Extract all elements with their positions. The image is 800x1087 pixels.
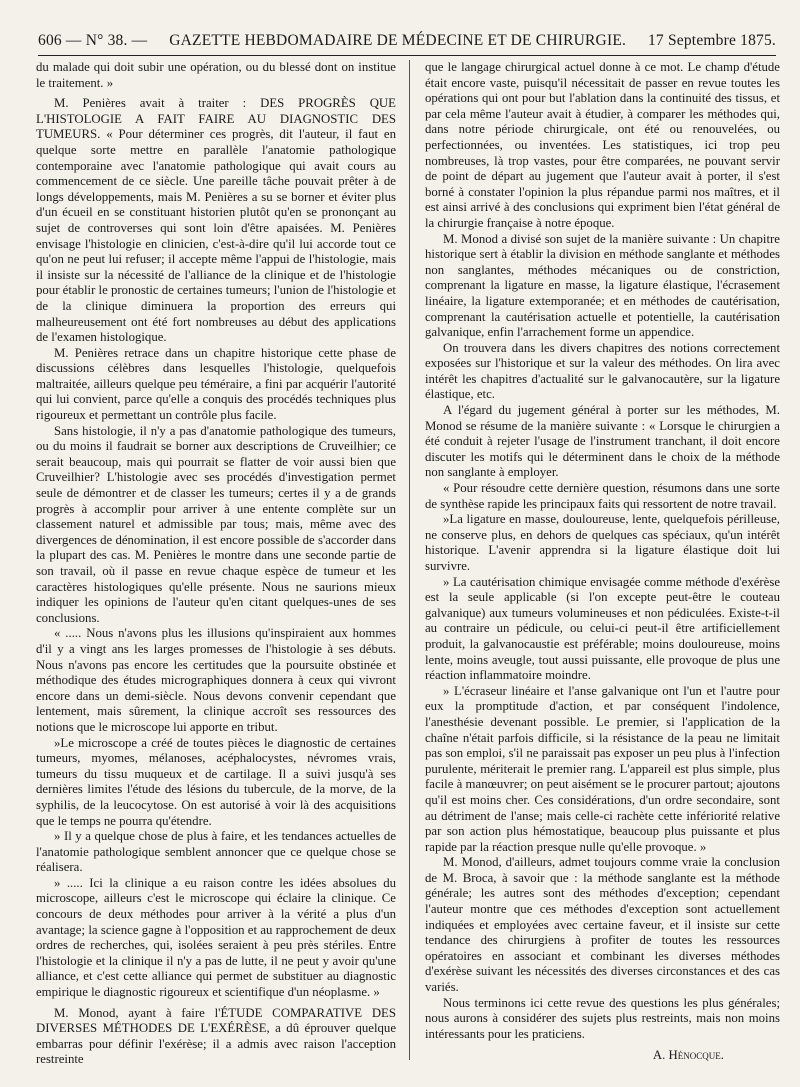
paragraph: du malade qui doit subir une opération, ou du blessé dont on institue le traitement. » — [36, 60, 396, 90]
paragraph: »La ligature en masse, douloureuse, lente, quelquefois périlleuse, ne conserve plus, en dehors de quelques cas spéciaux, qu'un intérêt historique. L'avenir apprendra si la ligature élastique doit lui survivre. — [425, 512, 780, 573]
paragraph: »Le microscope a créé de toutes pièces le diagnostic de certaines tumeurs, myomes, mélanoses, acéphalocystes, névromes vrais, tumeurs du tissu muqueux et de cartilage. Il a suivi jusqu'à ses dernières limites l'étude des lésions du tubercule, de la morve, de la syphilis, de la leucocytose. On est autorisé à voir là des acquisitions que le temps ne pourra qu'étendre. — [36, 735, 396, 828]
paragraph: « ..... Nous n'avons plus les illusions qu'inspiraient aux hommes d'il y a vingt ans les larges promesses de l'histologie à ses débuts. Nous n'avons pas encore les certitudes que la poursuite obstinée et méthodique des études micrographiques donnera à ceux qui vivront encore dans un demi-siècle. Nous devons convenir cependant que lentement, mais sûrement, la clinique accroît ses ressources des notions que le microscope lui apporte en tribut. — [36, 626, 396, 734]
paragraph: Nous terminons ici cette revue des questions les plus générales; nous aurons à considérer des sujets plus restreints, mais non moins intéressants pour les praticiens. — [425, 995, 780, 1041]
author-signature: A. Hénocque. — [652, 1048, 724, 1063]
paragraph: A l'égard du jugement général à porter sur les méthodes, M. Monod se résume de la manière suivante : « Lorsque le chirurgien a été conduit à rejeter l'usage de l'instrument tranchant, il doit encore discuter les motifs qui le déterminent dans le choix de la méthode non sanglante à employer. — [425, 403, 780, 480]
paragraph: Sans histologie, il n'y a pas d'anatomie pathologique des tumeurs, ou du moins il faudrait se borner aux descriptions de Cruveilhier; ce serait beaucoup, mais qui pourrait se flatter de voir aussi bien que Cruveilhier? L'histologie avec ses procédés d'investigation permet seule de démontrer et de classer les tumeurs; certes il y a de grands progrès à accomplir pour arriver à une entente complète sur un classement naturel et admissible par tous; mais, même avec des divergences de dénomination, il est encore possible de s'accorder dans la plupart des cas. M. Penières le montre dans une seconde partie de son travail, où il passe en revue chaque espèce de tumeur et les caractères histologiques qu'elle présente. Nous ne saurions mieux indiquer les opinions de l'auteur qu'en citant quelques-unes de ses conclusions. — [36, 423, 396, 625]
paragraph: » L'écraseur linéaire et l'anse galvanique ont l'un et l'autre pour eux la promptitude d'action, et par conséquent l'indolence, l'anesthésie devenant possible. Le premier, si l'application de la chaîne n'était parfois difficile, si la résistance de la peau ne limitait pas son emploi, s'il ne paraissait pas exposer un peu plus à l'infection purulente, mériterait le premier rang. L'appareil est plus simple, plus facile à manœuvrer; on peut aisément se le procurer partout; ajoutons qu'il est moins cher. Ces considérations, d'un ordre secondaire, sont au détriment de l'anse; mais celle-ci rachète cette infériorité relative par son action plus hémostatique, beaucoup plus puissante et plus rapide par la réaction presque nulle qu'elle provoque. » — [425, 683, 780, 854]
paragraph: M. Penières avait à traiter : DES PROGRÈS QUE L'HISTOLOGIE A FAIT FAIRE AU DIAGNOSTIC DES TUMEURS. « Pour déterminer ces progrès, dit l'auteur, il faut en quelque sorte mettre en parallèle l'anatomie pathologique contemporaine avec l'anatomie pathologique qui avait cours au commencement de ce siècle. Une pareille tâche pouvait prêter à de longs développements, mais M. Penières a su se borner et éviter plus d'un écueil en se constituant historien plutôt qu'en se prononçant au sujet de controverses qui sont loin d'être apaisées. M. Penières envisage l'histologie en clinicien, c'est-à-dire qu'il lui accorde tout ce qu'on ne peut lui refuser; il accepte même l'appui de l'histologie, mais il insiste sur la nécessité de l'alliance de la clinique et de l'histologie pour établir le pronostic de certaines tumeurs; l'union de l'histologie et de la clinique diminuera la proportion des erreurs qui malheureusement ont été fort nombreuses au début des applications de l'examen histologique. — [36, 96, 396, 345]
paragraph: M. Monod, d'ailleurs, admet toujours comme vraie la conclusion de M. Broca, à savoir que : la méthode sanglante est la méthode générale; les autres sont des méthodes d'exception; cependant l'auteur montre que ces méthodes d'exception sont actuellement indiquées et employées avec certaine faveur, et il insiste sur cette tendance des chirurgiens à profiter de toutes les ressources opératoires en associant et combinant les diverses méthodes d'exérèse suivant les nécessités des diverses circonstances et des cas variés. — [425, 855, 780, 995]
paragraph: M. Monod a divisé son sujet de la manière suivante : Un chapitre historique sert à établir la division en méthode sanglante et méthodes non sanglantes, méthodes mécaniques ou de constriction, comprenant la ligature en masse, la ligature élastique, l'écrasement linéaire, la ligature extemporanée; et en méthodes de cautérisation, comprenant la cautérisation actuelle et potentielle, la cautérisation galvanique, enfin l'arrachement forme un appendice. — [425, 231, 780, 340]
header-rule — [38, 55, 776, 56]
paragraph: « Pour résoudre cette dernière question, résumons dans une sorte de synthèse rapide les principaux faits qui ressortent de notre travail. — [425, 481, 780, 511]
paragraph: » La cautérisation chimique envisagée comme méthode d'exérèse est la seule applicable (si l'on excepte peut-être le couteau galvanique) aux tumeurs volumineuses et non pédiculées. Existe-t-il au contraire un pédicule, ou celui-ci peut-il être artificiellement produit, la galvanocaustie est préférable; moins douloureuse, moins lente, moins aveugle, tout aussi puissante, elle provoque de plus une réaction inflammatoire moindre. — [425, 574, 780, 683]
paragraph: que le langage chirurgical actuel donne à ce mot. Le champ d'étude était encore vaste, puisqu'il nécessitait de passer en revue toutes les opérations qui ont pour but l'ablation dans la continuité des tissus, et par cela même l'auteur avait à étudier, à comparer les méthodes qui, dans notre période chirurgicale, ont été ou renouvelées, ou perfectionnées, ou inventées. Les statistiques, ici trop peu nombreuses, là trop vastes, pour être comparées, ne pouvant servir de point de départ au jugement que l'auteur avait à porter, il s'est borné à constater l'opinion la plus répandue parmi nos maîtres, et il est ainsi arrivé à des conclusions qui expriment bien l'état général de la chirurgie française à notre époque. — [425, 60, 780, 230]
column-divider — [409, 60, 410, 1060]
page-number: 606 — N° 38. — — [38, 32, 148, 49]
paragraph: » ..... Ici la clinique a eu raison contre les idées absolues du microscope, ailleurs c'est le microscope qui éclaire la clinique. Ce concours de deux méthodes pour arriver à la vérité a plus d'un avantage; la science gagne à l'opposition et au rapprochement de deux ordres de recherches, qui, isolées seraient à peu près stériles. Entre l'histologie et la clinique il n'y a pas de lutte, il ne peut y avoir qu'une alliance, et c'est cette alliance qui permet de substituer au diagnostic empirique le diagnostic rigoureux et scientifique d'un néoplasme. » — [36, 875, 396, 1000]
issue-date: 17 Septembre 1875. — [647, 32, 776, 49]
paragraph: M. Penières retrace dans un chapitre historique cette phase de discussions célèbres dans lesquelles l'histologie, quelquefois maltraitée, ailleurs quelque peu téméraire, a fini par acquérir l'autorité qui lui convient, parce qu'elle a conquis des procédés techniques plus rigoureux et permettant un contrôle plus facile. — [36, 345, 396, 423]
paragraph: » Il y a quelque chose de plus à faire, et les tendances actuelles de l'anatomie pathologique semblent annoncer que ce quelque chose se réalisera. — [36, 829, 396, 875]
page-header — [38, 30, 776, 52]
paragraph: On trouvera dans les divers chapitres des notions correctement exposées sur l'historique et sur la valeur des méthodes. On lira avec intérêt les chapitres d'actualité sur le galvanocautère, sur la ligature élastique, etc. — [425, 340, 780, 402]
left-column — [36, 60, 396, 1068]
right-column — [425, 60, 780, 1064]
journal-title: GAZETTE HEBDOMADAIRE DE MÉDECINE ET DE CHIRURGIE. — [169, 32, 627, 49]
paragraph: M. Monod, ayant à faire l'ÉTUDE COMPARATIVE DES DIVERSES MÉTHODES DE L'EXÉRÈSE, a dû éprouver quelque embarras pour définir l'exérèse; il a admis avec raison l'acception restreinte — [36, 1005, 396, 1067]
